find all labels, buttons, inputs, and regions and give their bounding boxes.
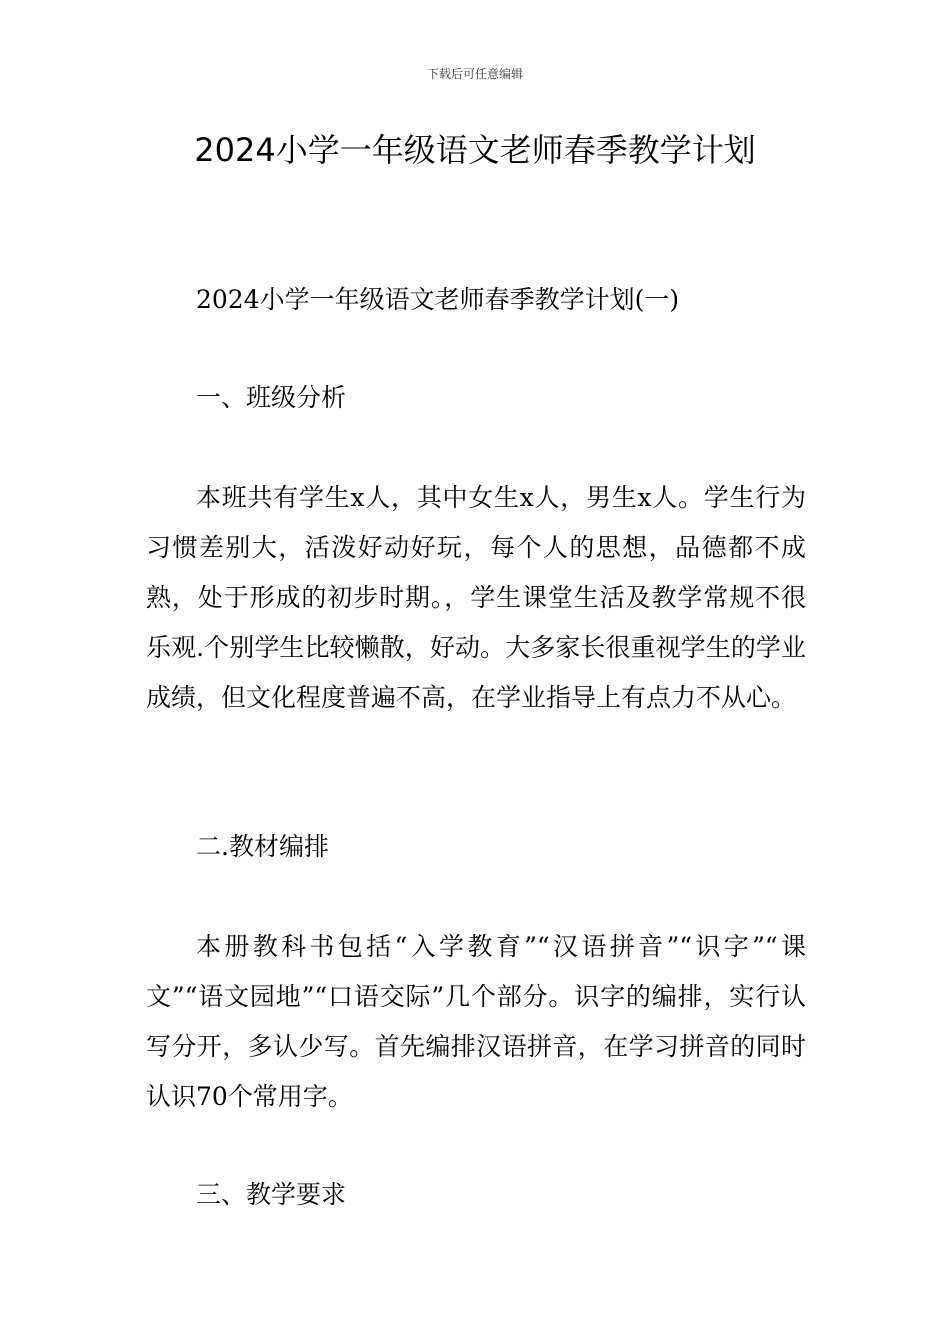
document-subtitle: 2024小学一年级语文老师春季教学计划(一): [196, 285, 680, 314]
section-heading-requirements: 三、教学要求: [196, 1180, 347, 1209]
section-heading-class-analysis: 一、班级分析: [196, 383, 347, 412]
section-heading-textbook: 二.教材编排: [196, 832, 329, 861]
paragraph-class-analysis: 本班共有学生x人，其中女生x人，男生x人。学生行为习惯差别大，活泼好动好玩，每个人的思想，品德都不成熟，处于形成的初步时期。，学生课堂生活及教学常规不很乐观.个别学生比较懒散，好动。大多家长很重视学生的学业成绩，但文化程度普遍不高，在学业指导上有点力不从心。: [146, 483, 806, 712]
document-title: 2024小学一年级语文老师春季教学计划: [194, 131, 756, 169]
header-note: 下载后可任意编辑: [426, 67, 523, 81]
paragraph-textbook: 本册教科书包括“入学教育”“汉语拼音”“识字”“课文”“语文园地”“口语交际”几个部分。识字的编排，实行认写分开，多认少写。首先编排汉语拼音，在学习拼音的同时认识70个常用字。: [146, 932, 806, 1111]
